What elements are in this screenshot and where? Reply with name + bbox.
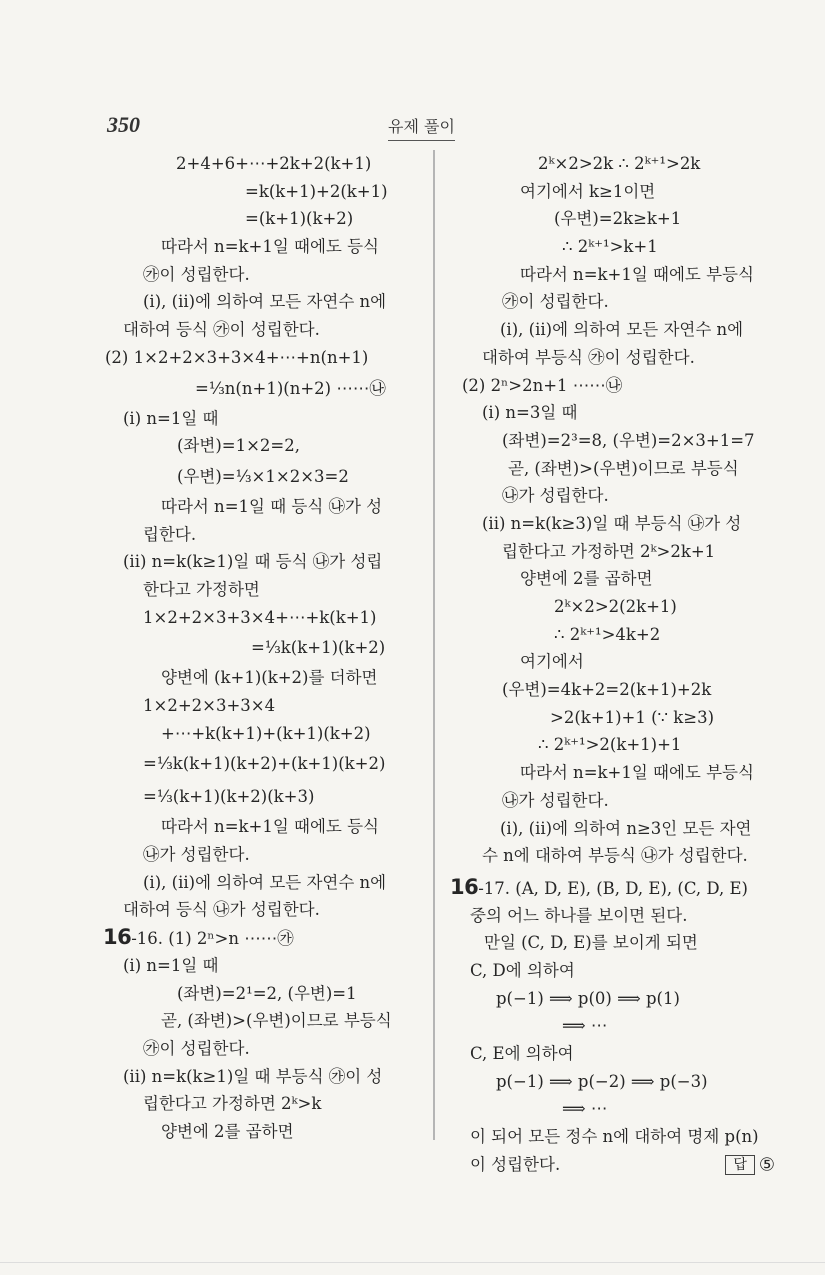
answer-value: ⑤ <box>758 1154 775 1176</box>
text-line: ∴ 2ᵏ⁺¹>4k+2 <box>554 624 661 644</box>
text-line: (i), (ii)에 의하여 n≥3인 모든 자연 <box>500 818 752 838</box>
text-line: 양변에 2를 곱하면 <box>520 569 653 589</box>
text-line: (2) 1×2+2×3+3×4+⋯+n(n+1) <box>105 347 369 367</box>
text-line: 만일 (C, D, E)를 보이게 되면 <box>484 933 698 953</box>
last-line <box>450 1151 795 1179</box>
text-line: -16. (1) 2ⁿ>n ⋯⋯㉮ <box>131 929 294 949</box>
text-line: 1×2+2×3+3×4+⋯+k(k+1) <box>143 607 377 627</box>
text-line: (우변)=4k+2=2(k+1)+2k <box>502 680 712 700</box>
problem-16-16-line <box>103 924 433 952</box>
text-line: 한다고 가정하면 <box>143 579 260 599</box>
text-line: C, E에 의하여 <box>470 1044 574 1063</box>
text-line: (좌변)=1×2=2, <box>177 436 300 456</box>
problem-number: 16 <box>450 874 479 899</box>
text-line: ∴ 2ᵏ⁺¹>2(k+1)+1 <box>538 735 682 755</box>
text-line: ∴ 2ᵏ⁺¹>k+1 <box>562 237 658 257</box>
text-line: (ii) n=k(k≥3)일 때 부등식 ㉯가 성 <box>482 513 742 533</box>
right-column <box>450 150 795 1178</box>
text-line: (2) 2ⁿ>2n+1 ⋯⋯㉯ <box>462 375 623 395</box>
text-line: =¹⁄₃k(k+1)(k+2)+(k+1)(k+2) <box>143 754 386 774</box>
footer-rule <box>0 1262 825 1263</box>
text-line: ㉯가 성립한다. <box>502 486 609 506</box>
text-line: 이 되어 모든 정수 n에 대하여 명제 p(n) <box>470 1127 759 1147</box>
page-header <box>0 112 825 142</box>
text-line: 여기에서 k≥1이면 <box>520 181 656 201</box>
text-line: 립한다. <box>143 524 197 544</box>
text-line: 1×2+2×3+3×4 <box>143 696 276 715</box>
text-line: (ii) n=k(k≥1)일 때 등식 ㉯가 성립 <box>123 552 383 572</box>
answer-mark <box>725 1151 775 1179</box>
text-line: 곧, (좌변)>(우변)이므로 부등식 <box>161 1011 392 1031</box>
text-line: (i), (ii)에 의하여 모든 자연수 n에 <box>500 320 744 340</box>
text-line: 립한다고 가정하면 2ᵏ>2k+1 <box>502 541 716 561</box>
text-line: 따라서 n=k+1일 때에도 등식 <box>161 237 379 257</box>
text-line: =k(k+1)+2(k+1) <box>245 181 388 201</box>
left-column <box>103 150 433 1146</box>
text-line: +⋯+k(k+1)+(k+1)(k+2) <box>161 723 371 743</box>
text-line: -17. (A, D, E), (B, D, E), (C, D, E) <box>478 878 748 898</box>
text-line: 대하여 등식 ㉯가 성립한다. <box>123 900 320 920</box>
text-line: 2ᵏ×2>2k ∴ 2ᵏ⁺¹>2k <box>538 154 701 173</box>
text-line: =¹⁄₃(k+1)(k+2)(k+3) <box>143 787 315 807</box>
text-line: 2ᵏ×2>2(2k+1) <box>554 597 677 616</box>
text-line: ㉮이 성립한다. <box>143 1038 250 1058</box>
column-divider <box>433 150 435 1140</box>
text-line: =(k+1)(k+2) <box>245 209 354 229</box>
text-line: p(−1) ⟹ p(−2) ⟹ p(−3) <box>496 1071 708 1091</box>
text-line: 이 성립한다. <box>470 1154 561 1174</box>
text-line: 따라서 n=1일 때 등식 ㉯가 성 <box>161 496 383 516</box>
text-line: 대하여 등식 ㉮이 성립한다. <box>123 320 320 340</box>
text-line: ㉮이 성립한다. <box>502 292 609 312</box>
text-line: 여기에서 <box>520 652 584 672</box>
text-line: ㉮이 성립한다. <box>143 264 250 284</box>
problem-number: 16 <box>103 925 132 950</box>
problem-16-17-line <box>450 874 795 902</box>
text-line: =¹⁄₃k(k+1)(k+2) <box>251 638 386 658</box>
text-line: (i) n=3일 때 <box>482 403 578 423</box>
text-line: 립한다고 가정하면 2ᵏ>k <box>143 1094 322 1114</box>
text-line: 곧, (좌변)>(우변)이므로 부등식 <box>508 458 739 478</box>
text-line: 수 n에 대하여 부등식 ㉯가 성립한다. <box>482 846 748 866</box>
text-line: >2(k+1)+1 (∵ k≥3) <box>550 707 715 727</box>
text-line: p(−1) ⟹ p(0) ⟹ p(1) <box>496 988 680 1008</box>
text-line: 2+4+6+⋯+2k+2(k+1) <box>176 154 372 173</box>
running-title: 유제 풀이 <box>388 114 455 141</box>
text-line: 중의 어느 하나를 보이면 된다. <box>470 905 688 925</box>
text-line: (i), (ii)에 의하여 모든 자연수 n에 <box>143 292 387 312</box>
text-line: (좌변)=2¹=2, (우변)=1 <box>177 983 357 1003</box>
text-line: =¹⁄₃n(n+1)(n+2) ⋯⋯㉯ <box>195 378 386 398</box>
text-line: ⟹ ⋯ <box>562 1099 608 1119</box>
text-line: 따라서 n=k+1일 때에도 부등식 <box>520 763 754 783</box>
text-line: 양변에 (k+1)(k+2)를 더하면 <box>161 668 378 688</box>
text-line: ㉯가 성립한다. <box>143 845 250 865</box>
text-line: (i), (ii)에 의하여 모든 자연수 n에 <box>143 872 387 892</box>
page-number: 350 <box>107 112 140 137</box>
text-line: (i) n=1일 때 <box>123 408 219 428</box>
text-line: 대하여 부등식 ㉮이 성립한다. <box>482 347 695 367</box>
text-line: (i) n=1일 때 <box>123 955 219 975</box>
text-line: C, D에 의하여 <box>470 960 575 980</box>
text-line: 양변에 2를 곱하면 <box>161 1121 294 1141</box>
text-line: ㉯가 성립한다. <box>502 790 609 810</box>
text-line: 따라서 n=k+1일 때에도 등식 <box>161 817 379 837</box>
text-line: (좌변)=2³=8, (우변)=2×3+1=7 <box>502 430 755 450</box>
text-line: ⟹ ⋯ <box>562 1016 608 1036</box>
text-line: (ii) n=k(k≥1)일 때 부등식 ㉮이 성 <box>123 1066 383 1086</box>
text-line: 따라서 n=k+1일 때에도 부등식 <box>520 264 754 284</box>
text-line: (우변)=¹⁄₃×1×2×3=2 <box>177 466 349 486</box>
text-line: (우변)=2k≥k+1 <box>554 209 682 229</box>
answer-label: 답 <box>725 1155 755 1175</box>
